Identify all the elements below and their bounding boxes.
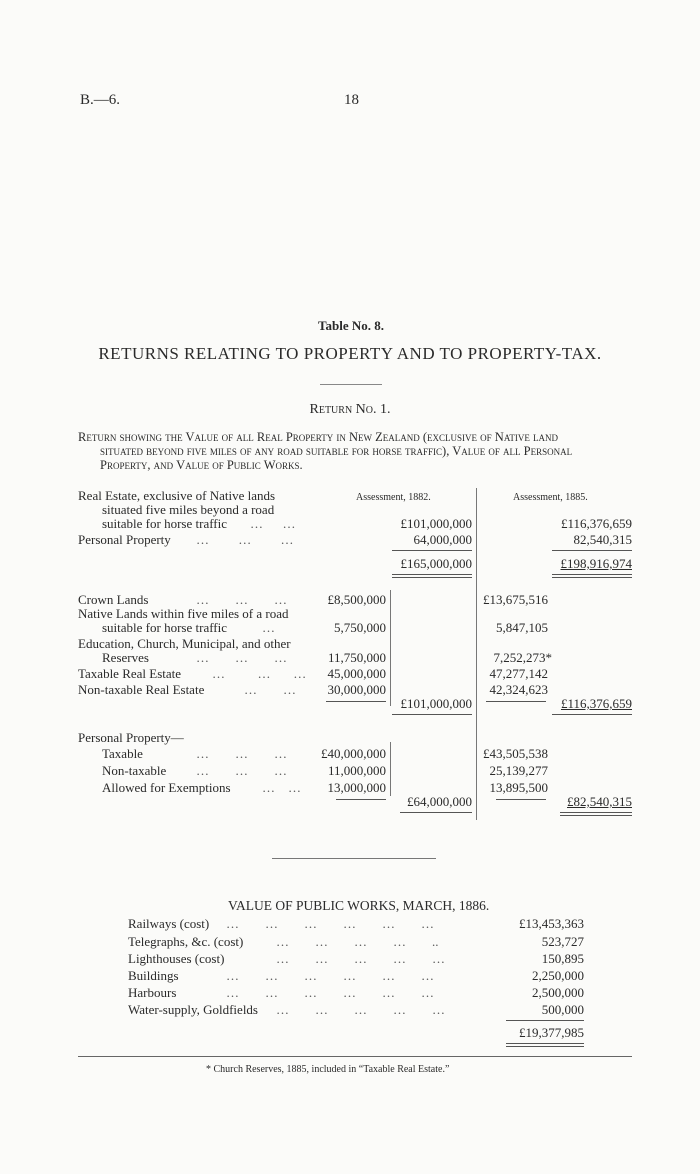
personal-property-1882: 64,000,000 <box>413 532 472 547</box>
real-estate-label-3: suitable for horse traffic <box>102 516 228 531</box>
crown-lands-1885: £13,675,516 <box>483 592 548 607</box>
personal-taxable-1885: £43,505,538 <box>483 746 548 761</box>
non-taxable-real-estate-1882: 30,000,000 <box>327 682 386 697</box>
real-estate-label-2: situated five miles beyond a road <box>102 502 275 517</box>
main-title: RETURNS RELATING TO PROPERTY AND TO PROPERTY-TAX. <box>98 344 602 363</box>
real-estate-1885: £116,376,659 <box>560 516 632 531</box>
personal-exemptions-label: Allowed for Exemptions <box>102 780 231 795</box>
real-breakdown-total-1885: £116,376,659 <box>560 696 632 711</box>
public-works-harbours-value: 2,500,000 <box>532 985 584 1000</box>
public-works-harbours-label: Harbours <box>128 985 177 1000</box>
return-description-line-1: Return showing the Value of all Real Property in New Zealand (exclusive of Native land <box>78 430 558 444</box>
personal-exemptions-1885: 13,895,500 <box>489 780 548 795</box>
native-lands-1882: 5,750,000 <box>334 620 386 635</box>
public-works-buildings-label: Buildings <box>128 968 179 983</box>
return-description-line-3: Property, and Value of Public Works. <box>100 458 303 472</box>
personal-taxable-1882: £40,000,000 <box>321 746 386 761</box>
personal-exemptions-1882: 13,000,000 <box>327 780 386 795</box>
native-lands-1885: 5,847,105 <box>496 620 548 635</box>
personal-non-taxable-label: Non-taxable <box>102 763 167 778</box>
public-works-telegraphs-value: 523,727 <box>541 934 584 949</box>
public-works-title: VALUE OF PUBLIC WORKS, MARCH, 1886. <box>228 898 490 913</box>
footnote: * Church Reserves, 1885, included in “Taxable Real Estate.” <box>206 1064 450 1075</box>
real-estate-label-1: Real Estate, exclusive of Native lands <box>78 488 276 503</box>
col-header-1882: Assessment, 1882. <box>356 492 431 503</box>
public-works-buildings-value: 2,250,000 <box>532 968 584 983</box>
public-works-telegraphs-label: Telegraphs, &c. (cost) <box>128 934 244 949</box>
personal-non-taxable-1882: 11,000,000 <box>327 763 386 778</box>
personal-breakdown-total-1885: £82,540,315 <box>567 794 632 809</box>
crown-lands-1882: £8,500,000 <box>327 592 386 607</box>
reserves-1882: 11,750,000 <box>327 650 386 665</box>
personal-property-1885: 82,540,315 <box>573 532 632 547</box>
public-works-lighthouses-label: Lighthouses (cost) <box>128 951 225 966</box>
public-works-total: £19,377,985 <box>519 1025 584 1040</box>
return-description-line-2: situated beyond five miles of any road suitable for horse traffic), Value of all Personal <box>100 444 573 458</box>
page-number: 18 <box>344 92 359 108</box>
personal-property-label: Personal Property <box>78 532 171 547</box>
reserves-label-2: Reserves <box>102 650 149 665</box>
return-heading: Return No. 1. <box>309 402 391 417</box>
non-taxable-real-estate-1885: 42,324,623 <box>489 682 548 697</box>
public-works-lighthouses-value: 150,895 <box>541 951 584 966</box>
personal-breakdown-total-1882: £64,000,000 <box>407 794 472 809</box>
real-breakdown-total-1882: £101,000,000 <box>400 696 472 711</box>
summary-total-1882: £165,000,000 <box>400 556 472 571</box>
table-label: Table No. 8. <box>318 318 384 333</box>
personal-heading: Personal Property— <box>78 730 184 745</box>
public-works-railways-label: Railways (cost) <box>128 916 210 931</box>
non-taxable-real-estate-label: Non-taxable Real Estate <box>78 682 205 697</box>
native-lands-label-1: Native Lands within five miles of a road <box>78 606 289 621</box>
title-rule <box>320 384 382 385</box>
section-divider <box>272 858 436 859</box>
reserves-1885: 7,252,273* <box>493 650 552 665</box>
summary-total-1885: £198,916,974 <box>560 556 632 571</box>
native-lands-label-2: suitable for horse traffic <box>102 620 228 635</box>
public-works-water-supply-value: 500,000 <box>541 1002 584 1017</box>
footnote-rule <box>78 1056 632 1057</box>
personal-non-taxable-1885: 25,139,277 <box>489 763 548 778</box>
crown-lands-label: Crown Lands <box>78 592 149 607</box>
public-works-railways-value: £13,453,363 <box>519 916 584 931</box>
personal-taxable-label: Taxable <box>102 746 143 761</box>
real-estate-1882: £101,000,000 <box>400 516 472 531</box>
taxable-real-estate-label: Taxable Real Estate <box>78 666 182 681</box>
reserves-label-1: Education, Church, Municipal, and other <box>78 636 291 651</box>
taxable-real-estate-1882: 45,000,000 <box>327 666 386 681</box>
public-works-water-supply-label: Water-supply, Goldfields <box>128 1002 258 1017</box>
col-header-1885: Assessment, 1885. <box>513 492 588 503</box>
document-code: B.—6. <box>80 92 121 108</box>
taxable-real-estate-1885: 47,277,142 <box>489 666 548 681</box>
